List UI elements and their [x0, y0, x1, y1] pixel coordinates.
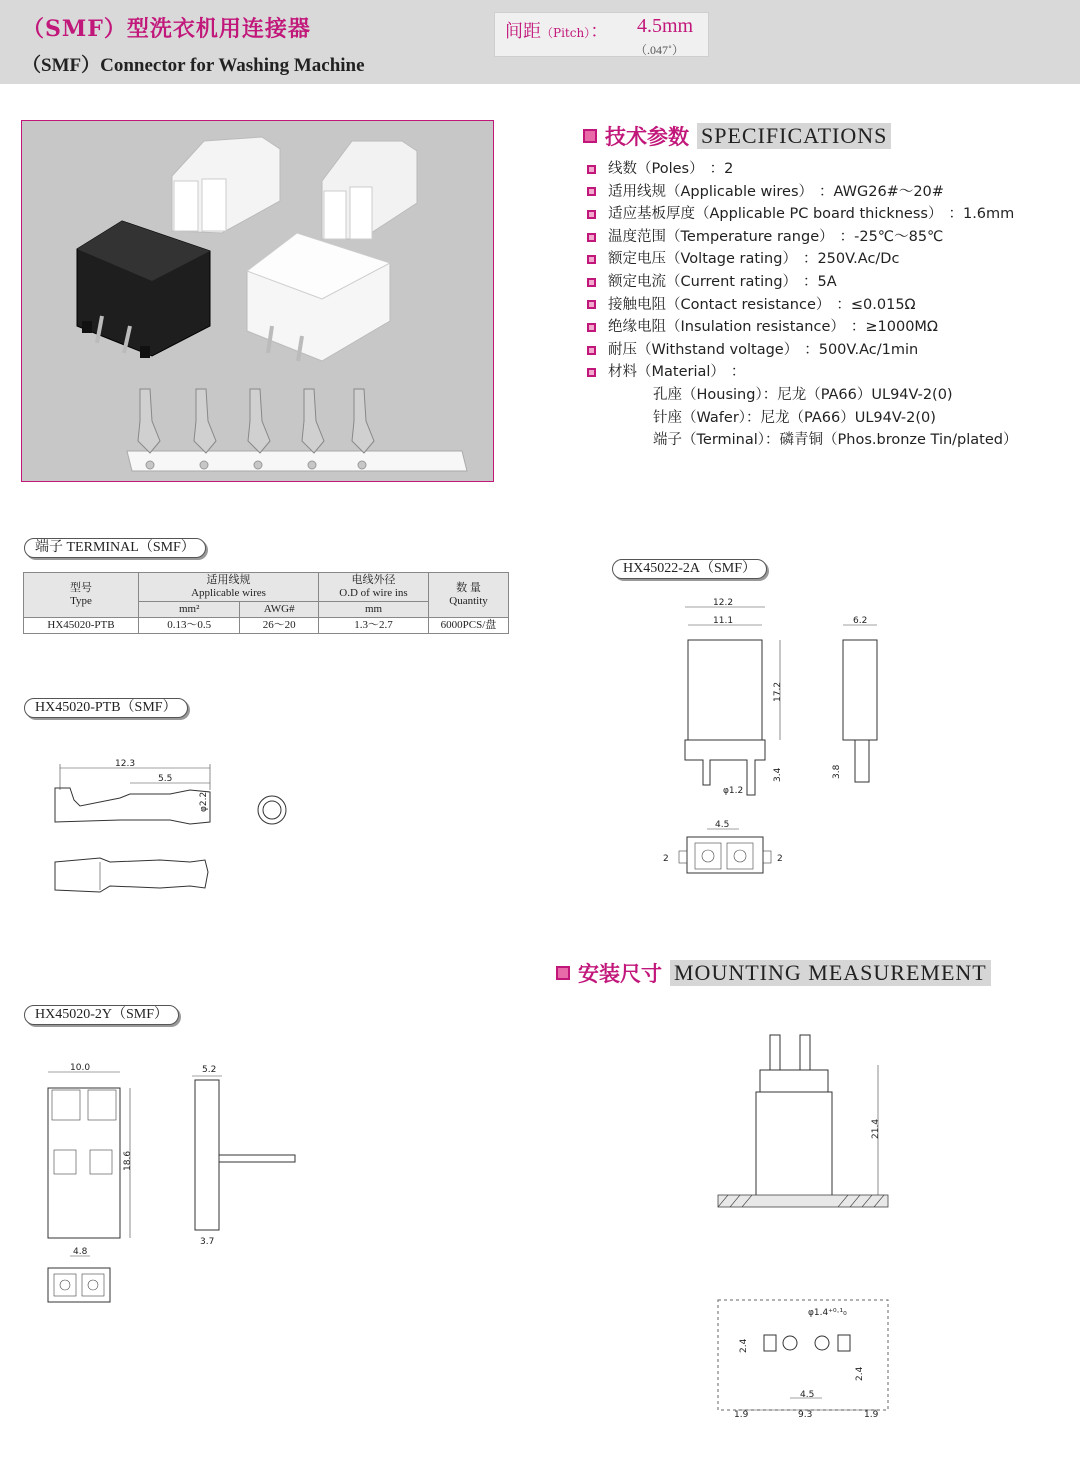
wafer-white [247, 233, 390, 361]
title-en: （SMF）Connector for Washing Machine [22, 55, 365, 76]
dim-mount-s1: 2.4 [739, 1338, 749, 1353]
product-photo [21, 120, 494, 482]
ptb-tag: HX45020-PTB（SMF） [24, 698, 188, 718]
dim-a2-w2: 11.1 [713, 616, 734, 626]
dim-y2-w: 10.0 [70, 1063, 91, 1073]
terminal-tag: 端子 TERMINAL（SMF） [24, 538, 206, 558]
dim-ptb-dia: φ2.2 [199, 791, 209, 812]
terminal-strip [127, 389, 467, 471]
spec-row: 额定电流（Current rating） ：5A [587, 271, 1018, 294]
bullet-icon [587, 165, 596, 174]
pitch-label: 间距（Pitch）： [505, 21, 609, 42]
dim-y2-pitch: 4.8 [73, 1247, 88, 1257]
pitch-box [494, 12, 709, 57]
dim-ptb-crimp: 5.5 [158, 774, 173, 784]
mount-title-en: MOUNTING MEASUREMENT [670, 960, 991, 986]
y2-tag: HX45020-2Y（SMF） [24, 1005, 179, 1025]
specs-title-en: SPECIFICATIONS [697, 123, 891, 149]
bullet-icon [587, 210, 596, 219]
pitch-value: 4.5mm [637, 15, 694, 37]
bullet-icon [587, 300, 596, 309]
dim-y2-h: 18.6 [123, 1150, 133, 1171]
housing-white-2 [322, 141, 417, 239]
material-terminal: 端子（Terminal）：磷青铜（Phos.bronze Tin/plated） [653, 432, 1018, 449]
mount-drawing [718, 1025, 898, 1445]
dim-a2-r: 2 [777, 854, 783, 864]
bullet-icon [587, 278, 596, 287]
dim-mount-r: 1.9 [864, 1410, 879, 1420]
bullet-icon [587, 255, 596, 264]
dim-y2-t: 5.2 [202, 1065, 217, 1075]
a2-tag: HX45022-2A（SMF） [612, 559, 767, 579]
wafer-black [77, 221, 210, 358]
spec-row: 材料（Material） ： [587, 361, 1018, 384]
spec-row: 绝缘电阻（Insulation resistance） ：≥1000MΩ [587, 316, 1018, 339]
bullet-icon [587, 368, 596, 377]
material-wafer: 针座（Wafer）：尼龙（PA66）UL94V-2(0) [653, 409, 936, 426]
dim-mount-s2: 2.4 [855, 1366, 865, 1381]
specs-title-cn: 技术参数 [605, 125, 689, 149]
dim-a2-w1: 12.2 [713, 598, 734, 608]
mount-title [556, 958, 991, 988]
ptb-drawing [40, 750, 340, 910]
page-header [0, 0, 1080, 84]
dim-mount-m: 9.3 [798, 1410, 813, 1420]
mount-title-cn: 安装尺寸 [578, 962, 662, 986]
dim-a2-pd: φ1.2 [723, 786, 744, 796]
table-row: HX45020-PTB 0.13～0.5 26～20 1.3～2.7 6000PCS/盘 [24, 618, 509, 634]
bullet-icon [587, 346, 596, 355]
bullet-icon [587, 233, 596, 242]
y2-drawing [40, 1060, 340, 1320]
dim-ptb-len: 12.3 [115, 759, 136, 769]
a2-drawing [655, 595, 915, 895]
dim-a2-h: 17.2 [773, 681, 783, 702]
title-cn: （SMF）型洗衣机用连接器 [22, 16, 311, 42]
dim-a2-l: 2 [663, 854, 669, 864]
bullet-icon [587, 323, 596, 332]
specs-title [583, 121, 891, 151]
spec-row: 额定电压（Voltage rating） ：250V.Ac/Dc [587, 248, 1018, 271]
bullet-square-icon [556, 966, 570, 980]
spec-row: 温度范围（Temperature range） ：-25℃～85℃ [587, 226, 1018, 249]
material-housing: 孔座（Housing）：尼龙（PA66）UL94V-2(0) [653, 386, 953, 403]
dim-a2-pitch: 4.5 [715, 820, 730, 830]
dim-mount-p: 4.5 [800, 1390, 815, 1400]
dim-a2-sp: 3.8 [832, 764, 842, 779]
product-photo-art [22, 121, 495, 483]
dim-a2-pin: 3.4 [773, 767, 783, 782]
dim-mount-l: 1.9 [734, 1410, 749, 1420]
spec-row: 耐压（Withstand voltage） ：500V.Ac/1min [587, 339, 1018, 362]
pitch-inch: （.047˚） [635, 43, 684, 57]
spec-row: 线数（Poles） ：2 [587, 158, 1018, 181]
dim-a2-side: 6.2 [853, 616, 868, 626]
dim-mount-h: 21.4 [871, 1118, 881, 1139]
bullet-icon [587, 187, 596, 196]
specs-list [587, 158, 1018, 452]
spec-row: 适用线规（Applicable wires） ：AWG26#～20# [587, 181, 1018, 204]
spec-row: 适应基板厚度（Applicable PC board thickness） ：1.6mm [587, 203, 1018, 226]
housing-white-1 [172, 137, 280, 233]
bullet-square-icon [583, 129, 597, 143]
terminal-table: 型号 Type 适用线规 Applicable wires 电线外径 O.D of wire ins 数 量 Quantity mm² AWG# mm HX45020-PTB 0.13～0.5 26～20 1.3～2.7 6000PCS/盘 [23, 572, 509, 634]
dim-mount-hole: φ1.4⁺⁰·¹₀ [808, 1308, 847, 1318]
dim-y2-b: 3.7 [200, 1237, 215, 1247]
spec-row: 接触电阻（Contact resistance） ：≤0.015Ω [587, 294, 1018, 317]
